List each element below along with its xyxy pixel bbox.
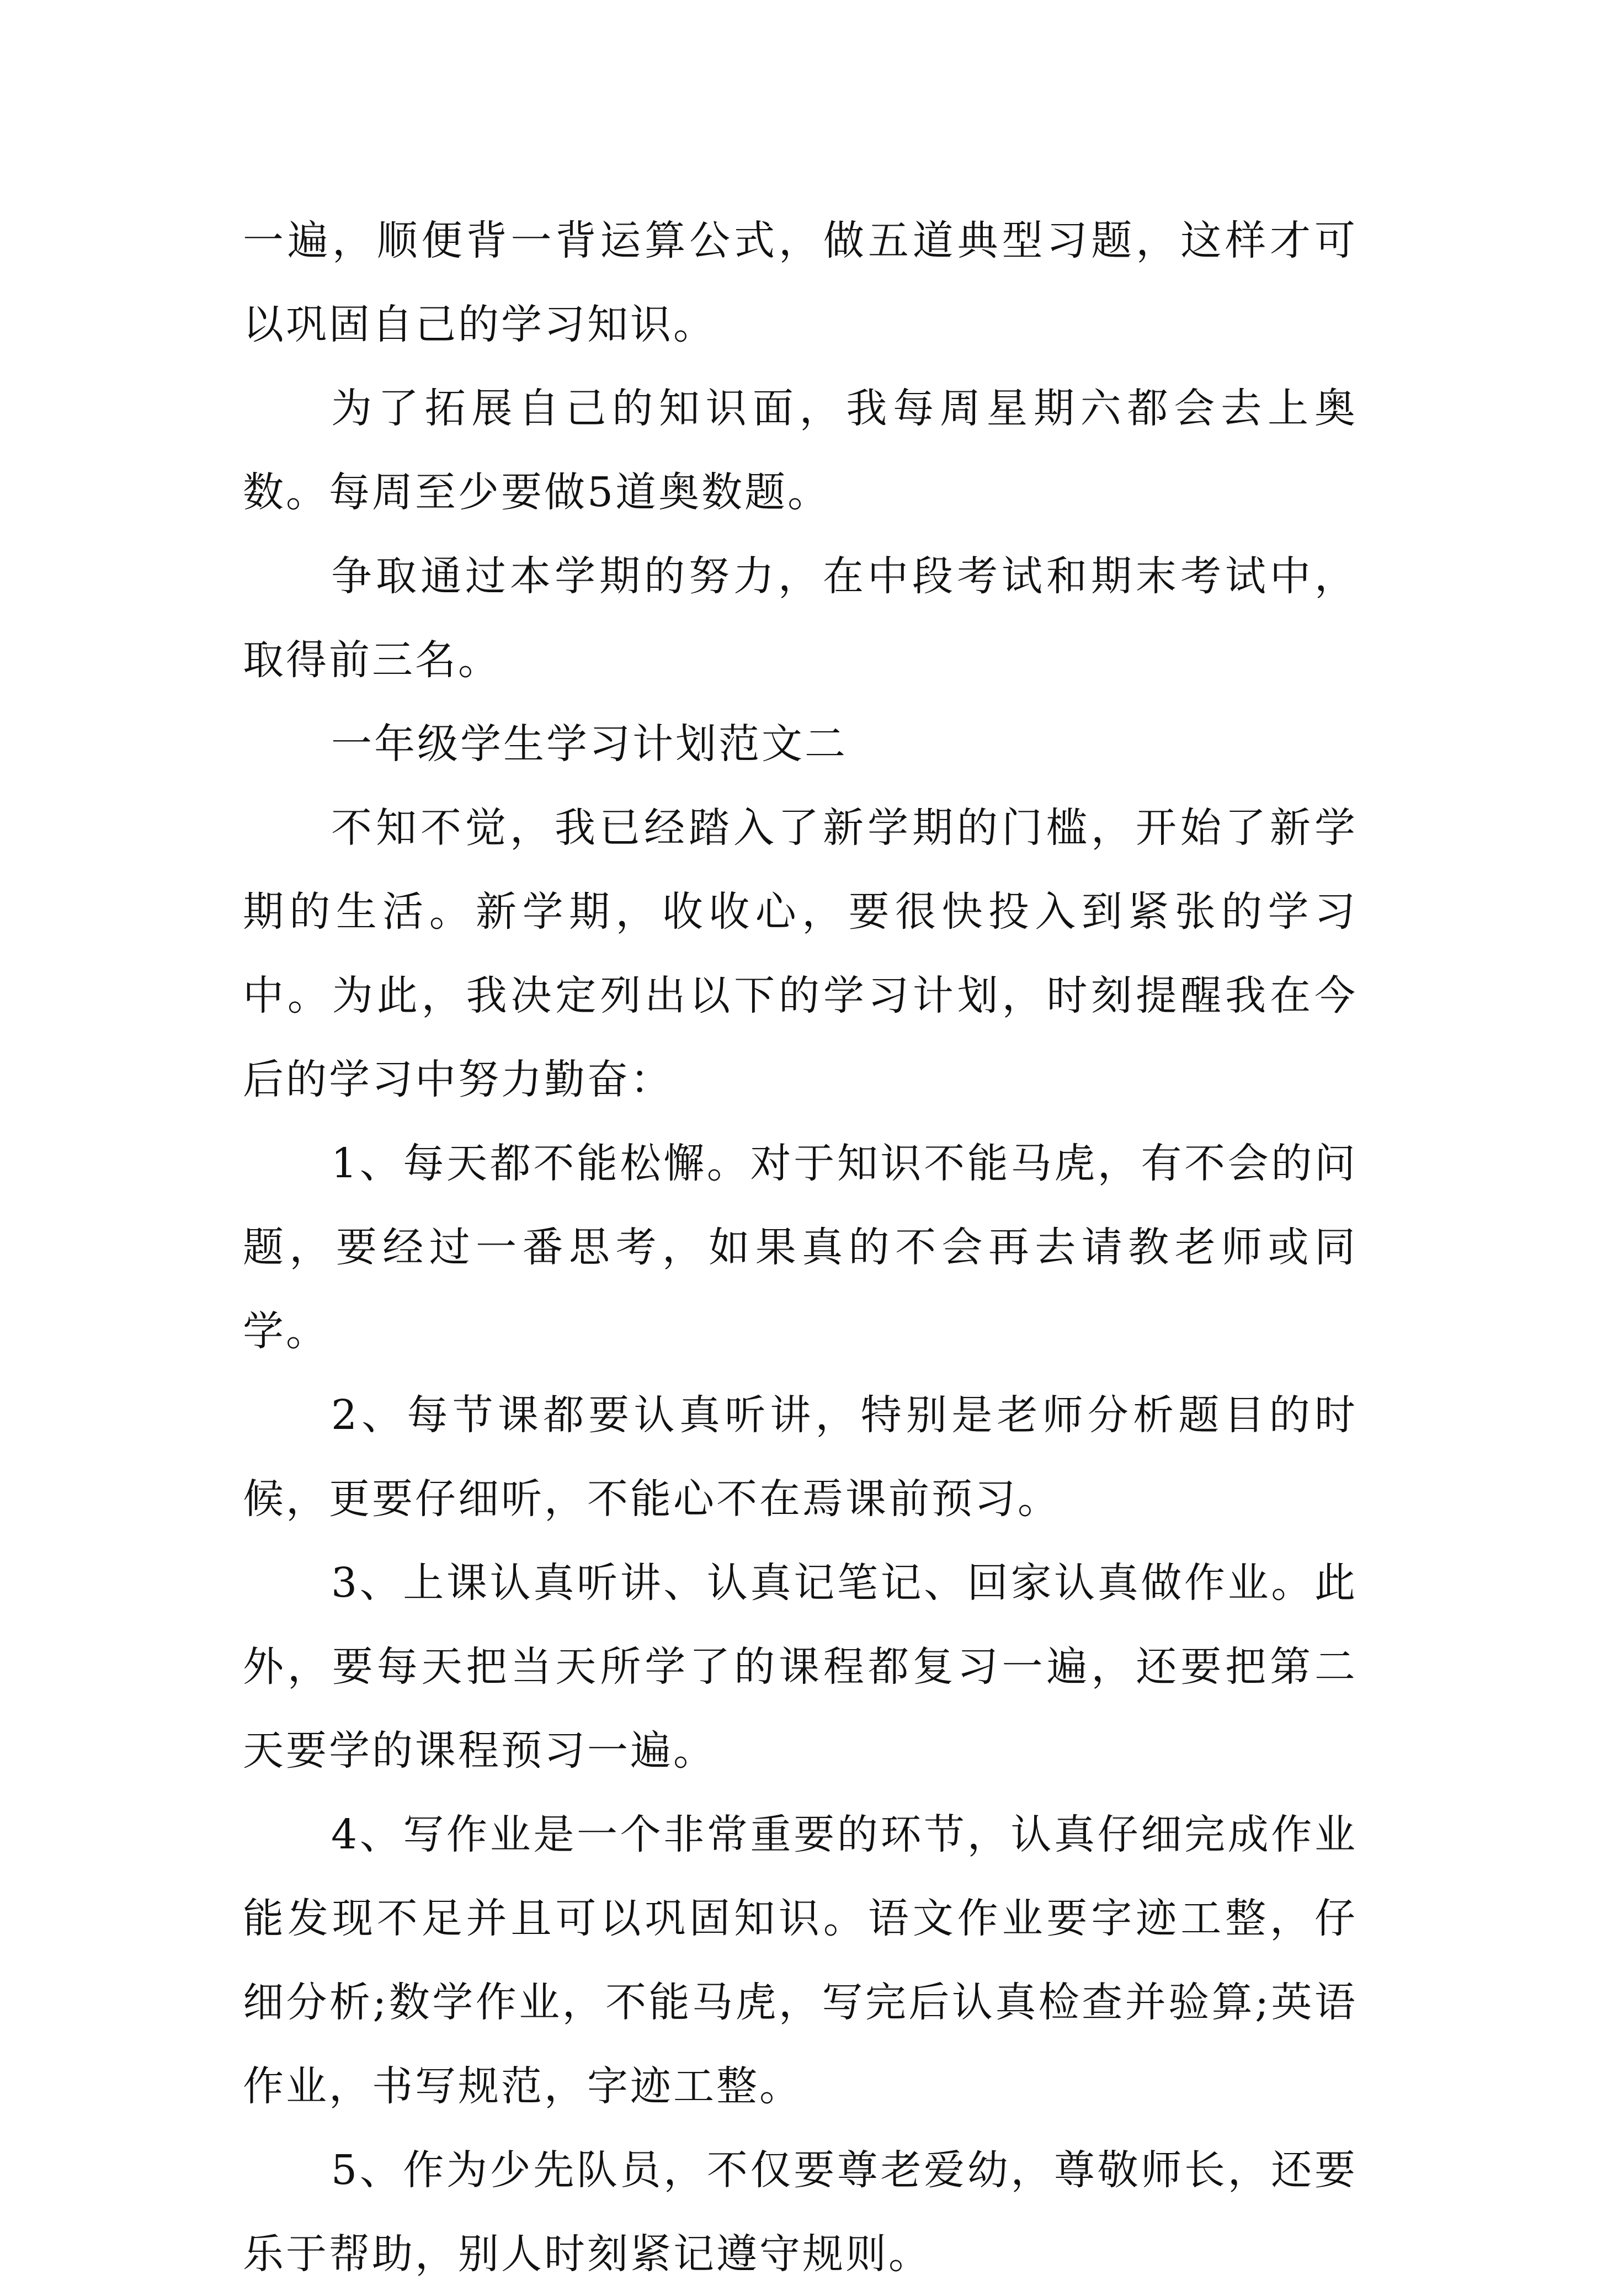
section-heading: 一年级学生学习计划范文二 — [331, 720, 848, 768]
paragraph-olympiad-math: 为了拓展自己的知识面，我每周星期六都会去上奥数。每周至少要做5道奥数题。 — [243, 385, 1358, 516]
list-item-2: 2、每节课都要认真听讲，特别是老师分析题目的时候，更要仔细听，不能心不在焉课前预习。 — [243, 1391, 1358, 1523]
list-item-4: 4、写作业是一个非常重要的环节，认真仔细完成作业能发现不足并且可以巩固知识。语文作业要字迹工整，仔细分析;数学作业，不能马虎，写完后认真检查并验算;英语作业，书写规范，字迹工整。 — [243, 1811, 1358, 2110]
document-body — [243, 199, 1358, 2296]
paragraph-intro: 不知不觉，我已经踏入了新学期的门槛，开始了新学期的生活。新学期，收收心，要很快投入到紧张的学习中。为此，我决定列出以下的学习计划，时刻提醒我在今后的学习中努力勤奋： — [243, 804, 1358, 1103]
list-item-3: 3、上课认真听讲、认真记笔记、回家认真做作业。此外，要每天把当天所学了的课程都复习一遍，还要把第二天要学的课程预习一遍。 — [243, 1559, 1358, 1774]
list-item-5: 5、作为少先队员，不仅要尊老爱幼，尊敬师长，还要乐于帮助，别人时刻紧记遵守规则。 — [243, 2146, 1358, 2278]
list-item-1: 1、每天都不能松懈。对于知识不能马虎，有不会的问题，要经过一番思考，如果真的不会再去请教老师或同学。 — [243, 1140, 1358, 1355]
paragraph-continuation: 一遍，顺便背一背运算公式，做五道典型习题，这样才可以巩固自己的学习知识。 — [243, 217, 1358, 348]
paragraph-exam-goal: 争取通过本学期的努力，在中段考试和期末考试中，取得前三名。 — [243, 552, 1358, 684]
